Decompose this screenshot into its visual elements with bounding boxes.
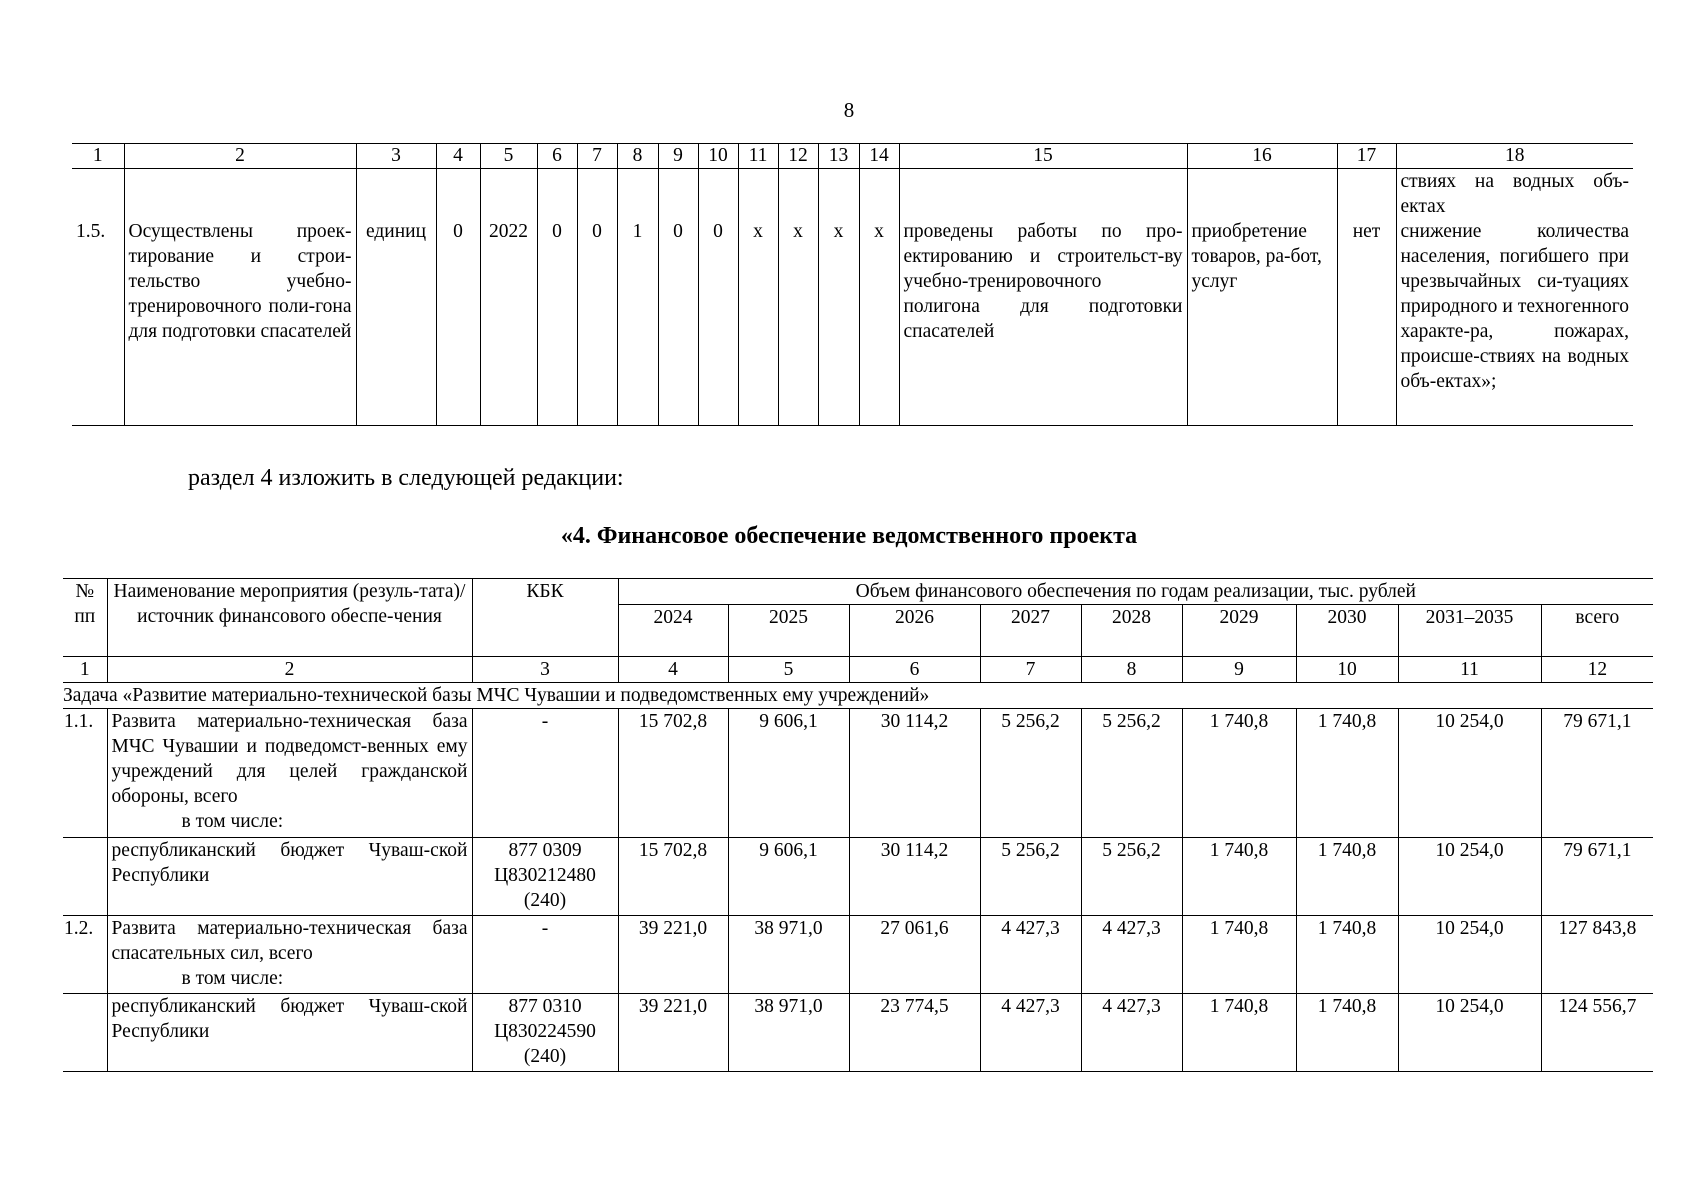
cell-value: 2022 [480, 219, 537, 426]
col-number: 7 [980, 657, 1081, 683]
table-row [63, 916, 1653, 994]
row-kbk: - [472, 709, 618, 838]
cell-value: нет [1337, 219, 1396, 426]
cell-value: 9 606,1 [728, 838, 849, 916]
continuation-cell: ствиях на водных объ-ектах [1396, 169, 1633, 220]
cell-total: 124 556,7 [1541, 994, 1653, 1072]
expected-effect: снижение количества населения, погибшего при чрезвычайных си-туациях природного и техногенного характе-ра, пожарах, происше-ствиях на водных объ-ектах»; [1396, 219, 1633, 426]
cell-value: 1 [617, 219, 658, 426]
work-description: проведены работы по про-ектированию и строительст-ву учебно-тренировочного полигона для подготовки спасателей [899, 219, 1187, 426]
column-number-row [63, 657, 1653, 683]
col-number: 8 [1081, 657, 1182, 683]
cell-value: х [818, 219, 859, 426]
cell-value: х [859, 219, 899, 426]
cell-value: 38 971,0 [728, 916, 849, 994]
cell-value: 15 702,8 [618, 709, 728, 838]
col-number: 10 [698, 144, 738, 169]
cell-value: 1 740,8 [1296, 709, 1398, 838]
row-name-text: Развита материально-техническая база МЧС Чувашии и подведомст-венных ему учреждений для целей гражданской обороны, всего [111, 711, 468, 807]
column-number-row [72, 144, 1633, 169]
cell-value: 4 427,3 [1081, 994, 1182, 1072]
cell-value: 15 702,8 [618, 838, 728, 916]
header-kbk: КБК [472, 579, 618, 657]
cell-value: 1 740,8 [1182, 916, 1296, 994]
table-row [63, 994, 1653, 1072]
cell-value: 4 427,3 [980, 994, 1081, 1072]
header-num: № пп [63, 579, 107, 657]
cell-value: 0 [577, 219, 617, 426]
col-number: 4 [436, 144, 480, 169]
page-number: 8 [843, 98, 855, 122]
intro-text: раздел 4 изложить в следующей редакции: [188, 465, 624, 491]
row-kbk: - [472, 916, 618, 994]
cell-value: х [738, 219, 778, 426]
cell-value: 30 114,2 [849, 709, 980, 838]
cell-value: 27 061,6 [849, 916, 980, 994]
cell-value: 0 [658, 219, 698, 426]
continuation-row [72, 169, 1633, 220]
row-kbk: 877 0310 Ц830224590 (240) [472, 994, 618, 1072]
col-number: 5 [480, 144, 537, 169]
row-name [107, 916, 472, 994]
financing-table [63, 578, 1653, 1072]
cell-value: 23 774,5 [849, 994, 980, 1072]
cell-value: 9 606,1 [728, 709, 849, 838]
col-number: 1 [63, 657, 107, 683]
year-header: 2030 [1296, 605, 1398, 657]
col-number: 4 [618, 657, 728, 683]
cell-value: 1 740,8 [1182, 838, 1296, 916]
unit: единиц [356, 219, 436, 426]
header-name: Наименование мероприятия (резуль-тата)/источник финансового обеспе-чения [107, 579, 472, 657]
cell-value: 0 [698, 219, 738, 426]
col-number: 12 [778, 144, 818, 169]
col-number: 2 [107, 657, 472, 683]
results-table [72, 143, 1633, 426]
row-number: 1.1. [63, 709, 107, 838]
col-number: 11 [1398, 657, 1541, 683]
cell-value: 10 254,0 [1398, 994, 1541, 1072]
table-row [72, 219, 1633, 426]
cell-value: 0 [436, 219, 480, 426]
table-row [63, 709, 1653, 838]
cell-value: 10 254,0 [1398, 709, 1541, 838]
header-volume: Объем финансового обеспечения по годам реализации, тыс. рублей [618, 579, 1653, 605]
col-number: 9 [1182, 657, 1296, 683]
col-number: 18 [1396, 144, 1633, 169]
col-number: 6 [537, 144, 577, 169]
row-number [63, 994, 107, 1072]
cell-value: х [778, 219, 818, 426]
col-number: 10 [1296, 657, 1398, 683]
col-number: 1 [72, 144, 124, 169]
col-number: 3 [472, 657, 618, 683]
year-header: 2031–2035 [1398, 605, 1541, 657]
cell-value: 1 740,8 [1296, 916, 1398, 994]
col-number: 16 [1187, 144, 1337, 169]
col-number: 3 [356, 144, 436, 169]
col-number: 2 [124, 144, 356, 169]
table-row [63, 838, 1653, 916]
year-header: 2027 [980, 605, 1081, 657]
col-number: 5 [728, 657, 849, 683]
row-subtitle: в том числе: [181, 968, 284, 989]
result-name: Осуществлены проек-тирование и строи-тельство учебно-тренировочного поли-гона для подготовки спасателей [124, 219, 356, 426]
cell-total: 79 671,1 [1541, 709, 1653, 838]
cell-value: 38 971,0 [728, 994, 849, 1072]
cell-value: 10 254,0 [1398, 838, 1541, 916]
row-number: 1.5. [72, 219, 124, 426]
row-name [107, 709, 472, 838]
year-header: 2026 [849, 605, 980, 657]
cell-value: 5 256,2 [980, 709, 1081, 838]
row-name-text: республиканский бюджет Чуваш-ской Республики [107, 994, 472, 1072]
cell-value: 1 740,8 [1182, 994, 1296, 1072]
year-header: 2029 [1182, 605, 1296, 657]
procurement-type: приобретение товаров, ра-бот, услуг [1187, 219, 1337, 426]
cell-value: 5 256,2 [1081, 709, 1182, 838]
cell-value: 0 [537, 219, 577, 426]
section-title: «4. Финансовое обеспечение ведомственного проекта [560, 523, 1138, 549]
cell-total: 127 843,8 [1541, 916, 1653, 994]
col-number: 17 [1337, 144, 1396, 169]
task-title: Задача «Развитие материально-технической базы МЧС Чувашии и подведомственных ему учреждений» [63, 683, 1653, 709]
row-number [63, 838, 107, 916]
cell-value: 39 221,0 [618, 916, 728, 994]
col-number: 11 [738, 144, 778, 169]
col-number: 15 [899, 144, 1187, 169]
total-header: всего [1541, 605, 1653, 657]
col-number: 8 [617, 144, 658, 169]
cell-value: 4 427,3 [980, 916, 1081, 994]
col-number: 9 [658, 144, 698, 169]
row-name-text: республиканский бюджет Чуваш-ской Республики [107, 838, 472, 916]
col-number: 12 [1541, 657, 1653, 683]
cell-value: 5 256,2 [1081, 838, 1182, 916]
cell-value: 5 256,2 [980, 838, 1081, 916]
cell-total: 79 671,1 [1541, 838, 1653, 916]
cell-value: 10 254,0 [1398, 916, 1541, 994]
row-number: 1.2. [63, 916, 107, 994]
task-row [63, 683, 1653, 709]
col-number: 13 [818, 144, 859, 169]
row-kbk: 877 0309 Ц830212480 (240) [472, 838, 618, 916]
year-header: 2028 [1081, 605, 1182, 657]
cell-value: 1 740,8 [1296, 838, 1398, 916]
col-number: 14 [859, 144, 899, 169]
col-number: 7 [577, 144, 617, 169]
row-subtitle: в том числе: [181, 811, 284, 832]
cell-value: 39 221,0 [618, 994, 728, 1072]
cell-value: 30 114,2 [849, 838, 980, 916]
cell-value: 4 427,3 [1081, 916, 1182, 994]
year-header: 2024 [618, 605, 728, 657]
col-number: 6 [849, 657, 980, 683]
cell-value: 1 740,8 [1296, 994, 1398, 1072]
header-row [63, 579, 1653, 605]
year-header: 2025 [728, 605, 849, 657]
row-name-text: Развита материально-техническая база спасательных сил, всего [111, 918, 468, 964]
cell-value: 1 740,8 [1182, 709, 1296, 838]
